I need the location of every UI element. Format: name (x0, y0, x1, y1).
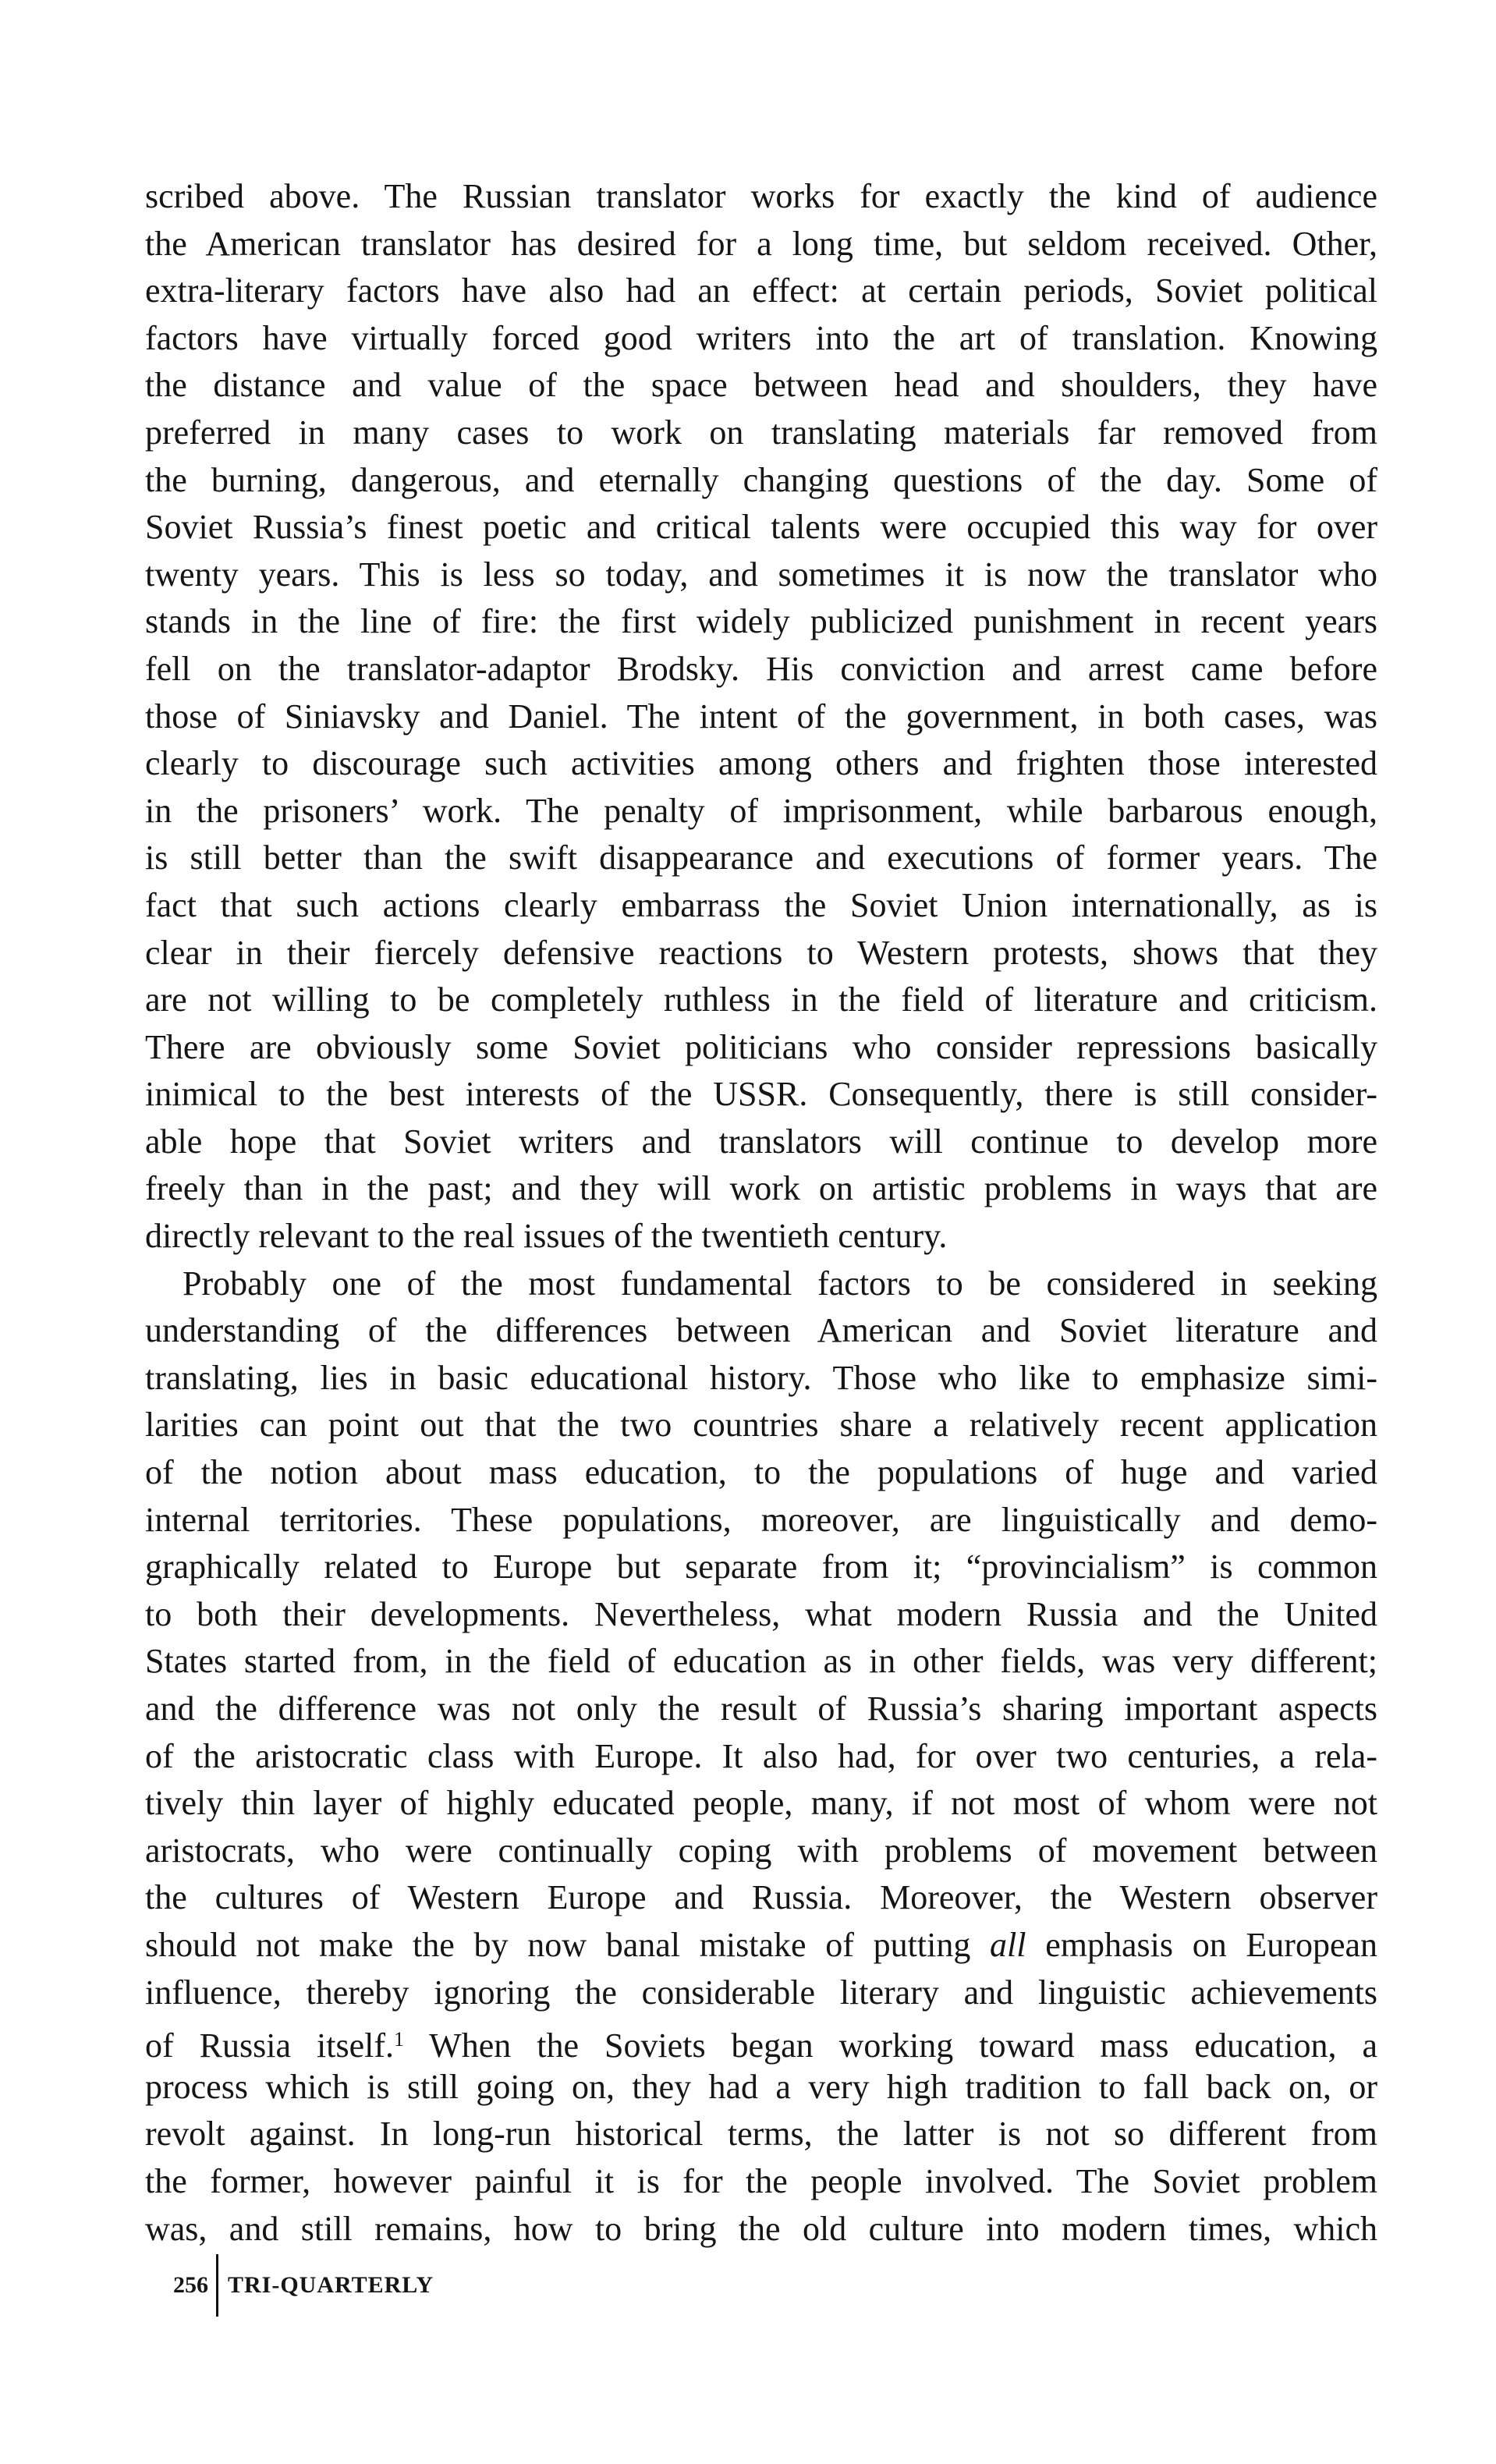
text-line: twenty years. This is less so today, and sometimes it is now the translator who (145, 555, 1377, 594)
text-segment: When the Soviets began working toward mass education, a (403, 2026, 1377, 2065)
text-line (145, 2016, 1377, 2064)
text-line: stands in the line of fire: the first widely publicized punishment in recent years (145, 602, 1377, 641)
text-segment: should not make the by now banal mistake of putting (145, 1925, 991, 1964)
text-line: the former, however painful it is for the people involved. The Soviet problem (145, 2161, 1377, 2200)
text-line: scribed above. The Russian translator works for exactly the kind of audience (145, 177, 1377, 215)
text-line: tively thin layer of highly educated people, many, if not most of whom were not (145, 1784, 1377, 1823)
text-line: factors have virtually forced good writers into the art of translation. Knowing (145, 318, 1377, 357)
text-line: to both their developments. Nevertheless, what modern Russia and the United (145, 1594, 1377, 1633)
text-line: is still better than the swift disappearance and executions of former years. The (145, 838, 1377, 877)
text-line: the distance and value of the space between head and shoulders, they have (145, 366, 1377, 405)
text-line: directly relevant to the real issues of the twentieth century. (145, 1217, 948, 1256)
text-line: of the notion about mass education, to the populations of huge and varied (145, 1453, 1377, 1492)
text-line (145, 1922, 1377, 1969)
text-line: the cultures of Western Europe and Russia. Moreover, the Western observer (145, 1878, 1377, 1917)
text-line: able hope that Soviet writers and translators will continue to develop more (145, 1122, 1377, 1161)
text-line: inimical to the best interests of the USSR. Consequently, there is still consider- (145, 1075, 1377, 1114)
footer-divider (216, 2254, 218, 2317)
text-line: aristocrats, who were continually coping with problems of movement between (145, 1831, 1377, 1870)
page-footer (173, 2254, 434, 2317)
text-line: process which is still going on, they had a very high tradition to fall back on, or (145, 2067, 1377, 2106)
text-line: are not willing to be completely ruthless in the field of literature and criticism. (145, 980, 1377, 1019)
italic-text: all (990, 1925, 1026, 1964)
text-line: understanding of the differences between American and Soviet literature and (145, 1311, 1377, 1350)
text-line: graphically related to Europe but separate from it; “provincialism” is common (145, 1548, 1377, 1587)
text-line: the American translator has desired for a long time, but seldom received. Other, (145, 224, 1377, 263)
text-line: internal territories. These populations, moreover, are linguistically and demo- (145, 1500, 1377, 1539)
text-line: Soviet Russia’s finest poetic and critical talents were occupied this way for over (145, 508, 1377, 547)
text-line: There are obviously some Soviet politicians who consider repressions basically (145, 1027, 1377, 1066)
text-line: clear in their fiercely defensive reactions to Western protests, shows that they (145, 933, 1377, 972)
text-line: translating, lies in basic educational history. Those who like to emphasize simi- (145, 1358, 1377, 1397)
text-line: preferred in many cases to work on translating materials far removed from (145, 413, 1377, 452)
text-line: those of Siniavsky and Daniel. The intent of the government, in both cases, was (145, 697, 1377, 736)
text-line: extra-literary factors have also had an effect: at certain periods, Soviet political (145, 271, 1377, 310)
text-line: and the difference was not only the result of Russia’s sharing important aspects (145, 1689, 1377, 1728)
text-line: fact that such actions clearly embarrass the Soviet Union internationally, as is (145, 885, 1377, 924)
text-line: States started from, in the field of education as in other fields, was very different; (145, 1642, 1377, 1681)
text-line: Probably one of the most fundamental factors to be considered in seeking (183, 1264, 1377, 1303)
text-line: was, and still remains, how to bring the old culture into modern times, which (145, 2209, 1377, 2248)
text-line: in the prisoners’ work. The penalty of imprisonment, while barbarous enough, (145, 791, 1377, 830)
text-segment: of Russia itself. (145, 2026, 394, 2065)
body-text (145, 173, 1377, 2253)
text-line: influence, thereby ignoring the considerable literary and linguistic achievements (145, 1973, 1377, 2012)
footnote-marker: 1 (393, 2028, 404, 2051)
text-line: of the aristocratic class with Europe. It also had, for over two centuries, a rela- (145, 1736, 1377, 1775)
text-line: revolt against. In long-run historical terms, the latter is not so different from (145, 2115, 1377, 2154)
journal-title: TRI-QUARTERLY (228, 2272, 434, 2298)
text-line: freely than in the past; and they will work on artistic problems in ways that are (145, 1169, 1377, 1208)
text-line: larities can point out that the two countries share a relatively recent application (145, 1406, 1377, 1445)
text-line: fell on the translator-adaptor Brodsky. His conviction and arrest came before (145, 649, 1377, 688)
text-line: clearly to discourage such activities among others and frighten those interested (145, 744, 1377, 783)
text-line: the burning, dangerous, and eternally changing questions of the day. Some of (145, 460, 1377, 499)
page-number: 256 (173, 2272, 208, 2298)
text-segment: emphasis on European (1026, 1925, 1377, 1964)
